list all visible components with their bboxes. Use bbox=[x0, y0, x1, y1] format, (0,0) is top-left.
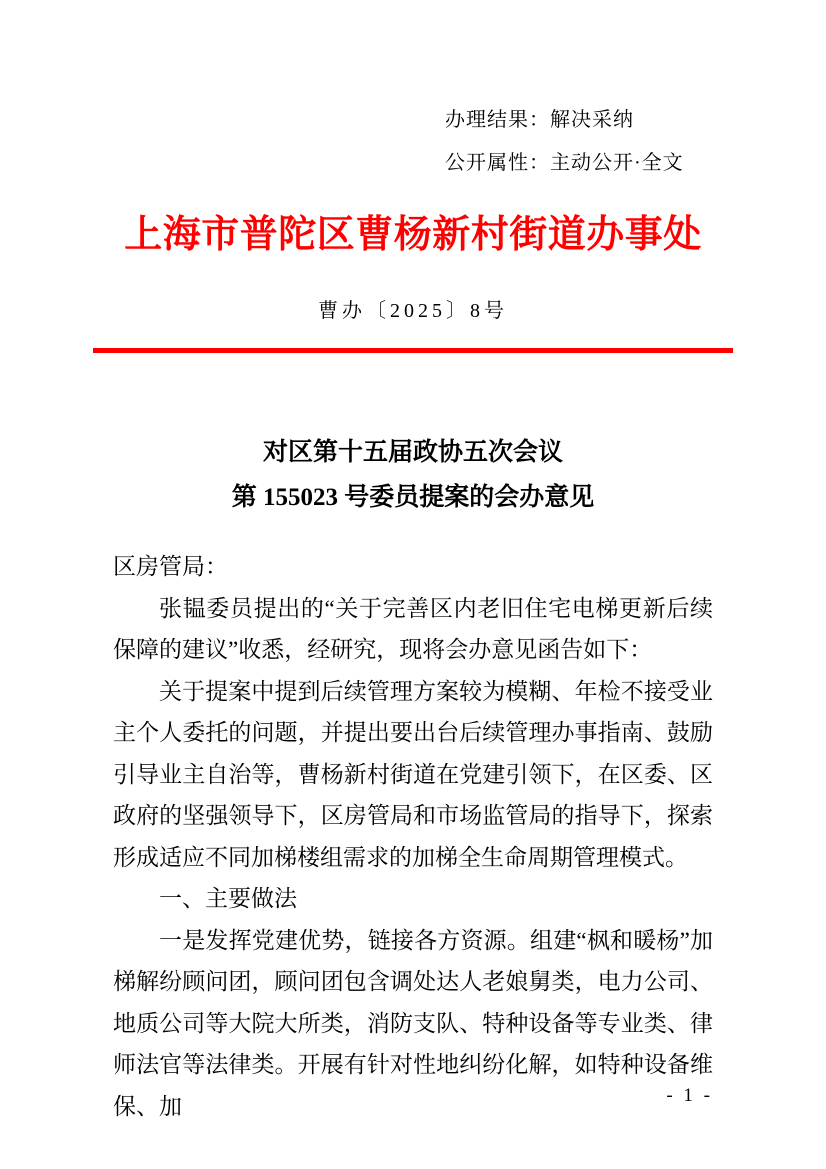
body-paragraph: 一是发挥党建优势，链接各方资源。组建“枫和暖杨”加梯解纷顾问团，顾问团包含调处达人老娘舅类，电力公司、地质公司等大院大所类，消防支队、特种设备等专业类、律师法官等法律类。开展有针对性地纠纷化解，如特种设备维保、加 bbox=[113, 927, 713, 1119]
body-paragraph: 张韫委员提出的“关于完善区内老旧住宅电梯更新后续保障的建议”收悉，经研究，现将会办意见函告如下： bbox=[113, 595, 713, 662]
publicity-attribute: 公开属性：主动公开·全文 bbox=[445, 152, 684, 174]
doc-title-line1: 对区第十五届政协五次会议 bbox=[262, 439, 563, 466]
doc-title-line2: 第 155023 号委员提案的会办意见 bbox=[231, 484, 595, 511]
page-number: - 1 - bbox=[666, 1085, 713, 1106]
doc-number: 曹办〔2025〕8号 bbox=[318, 300, 508, 322]
body-paragraph: 一、主要做法 bbox=[159, 886, 297, 911]
red-divider bbox=[93, 348, 733, 353]
body-text bbox=[113, 546, 713, 1127]
doc-meta bbox=[445, 99, 713, 185]
doc-title bbox=[113, 430, 713, 520]
agency-name: 上海市普陀区曹杨新村街道办事处 bbox=[124, 214, 702, 256]
salutation: 区房管局： bbox=[113, 554, 228, 579]
body-paragraph: 关于提案中提到后续管理方案较为模糊、年检不接受业主个人委托的问题，并提出要出台后续管理办事指南、鼓励引导业主自治等，曹杨新村街道在党建引领下，在区委、区政府的坚强领导下，区房管局和市场监管局的指导下，探索形成适应不同加梯楼组需求的加梯全生命周期管理模式。 bbox=[113, 678, 713, 870]
handling-result: 办理结果：解决采纳 bbox=[445, 109, 634, 131]
paragraphs bbox=[113, 588, 713, 1128]
